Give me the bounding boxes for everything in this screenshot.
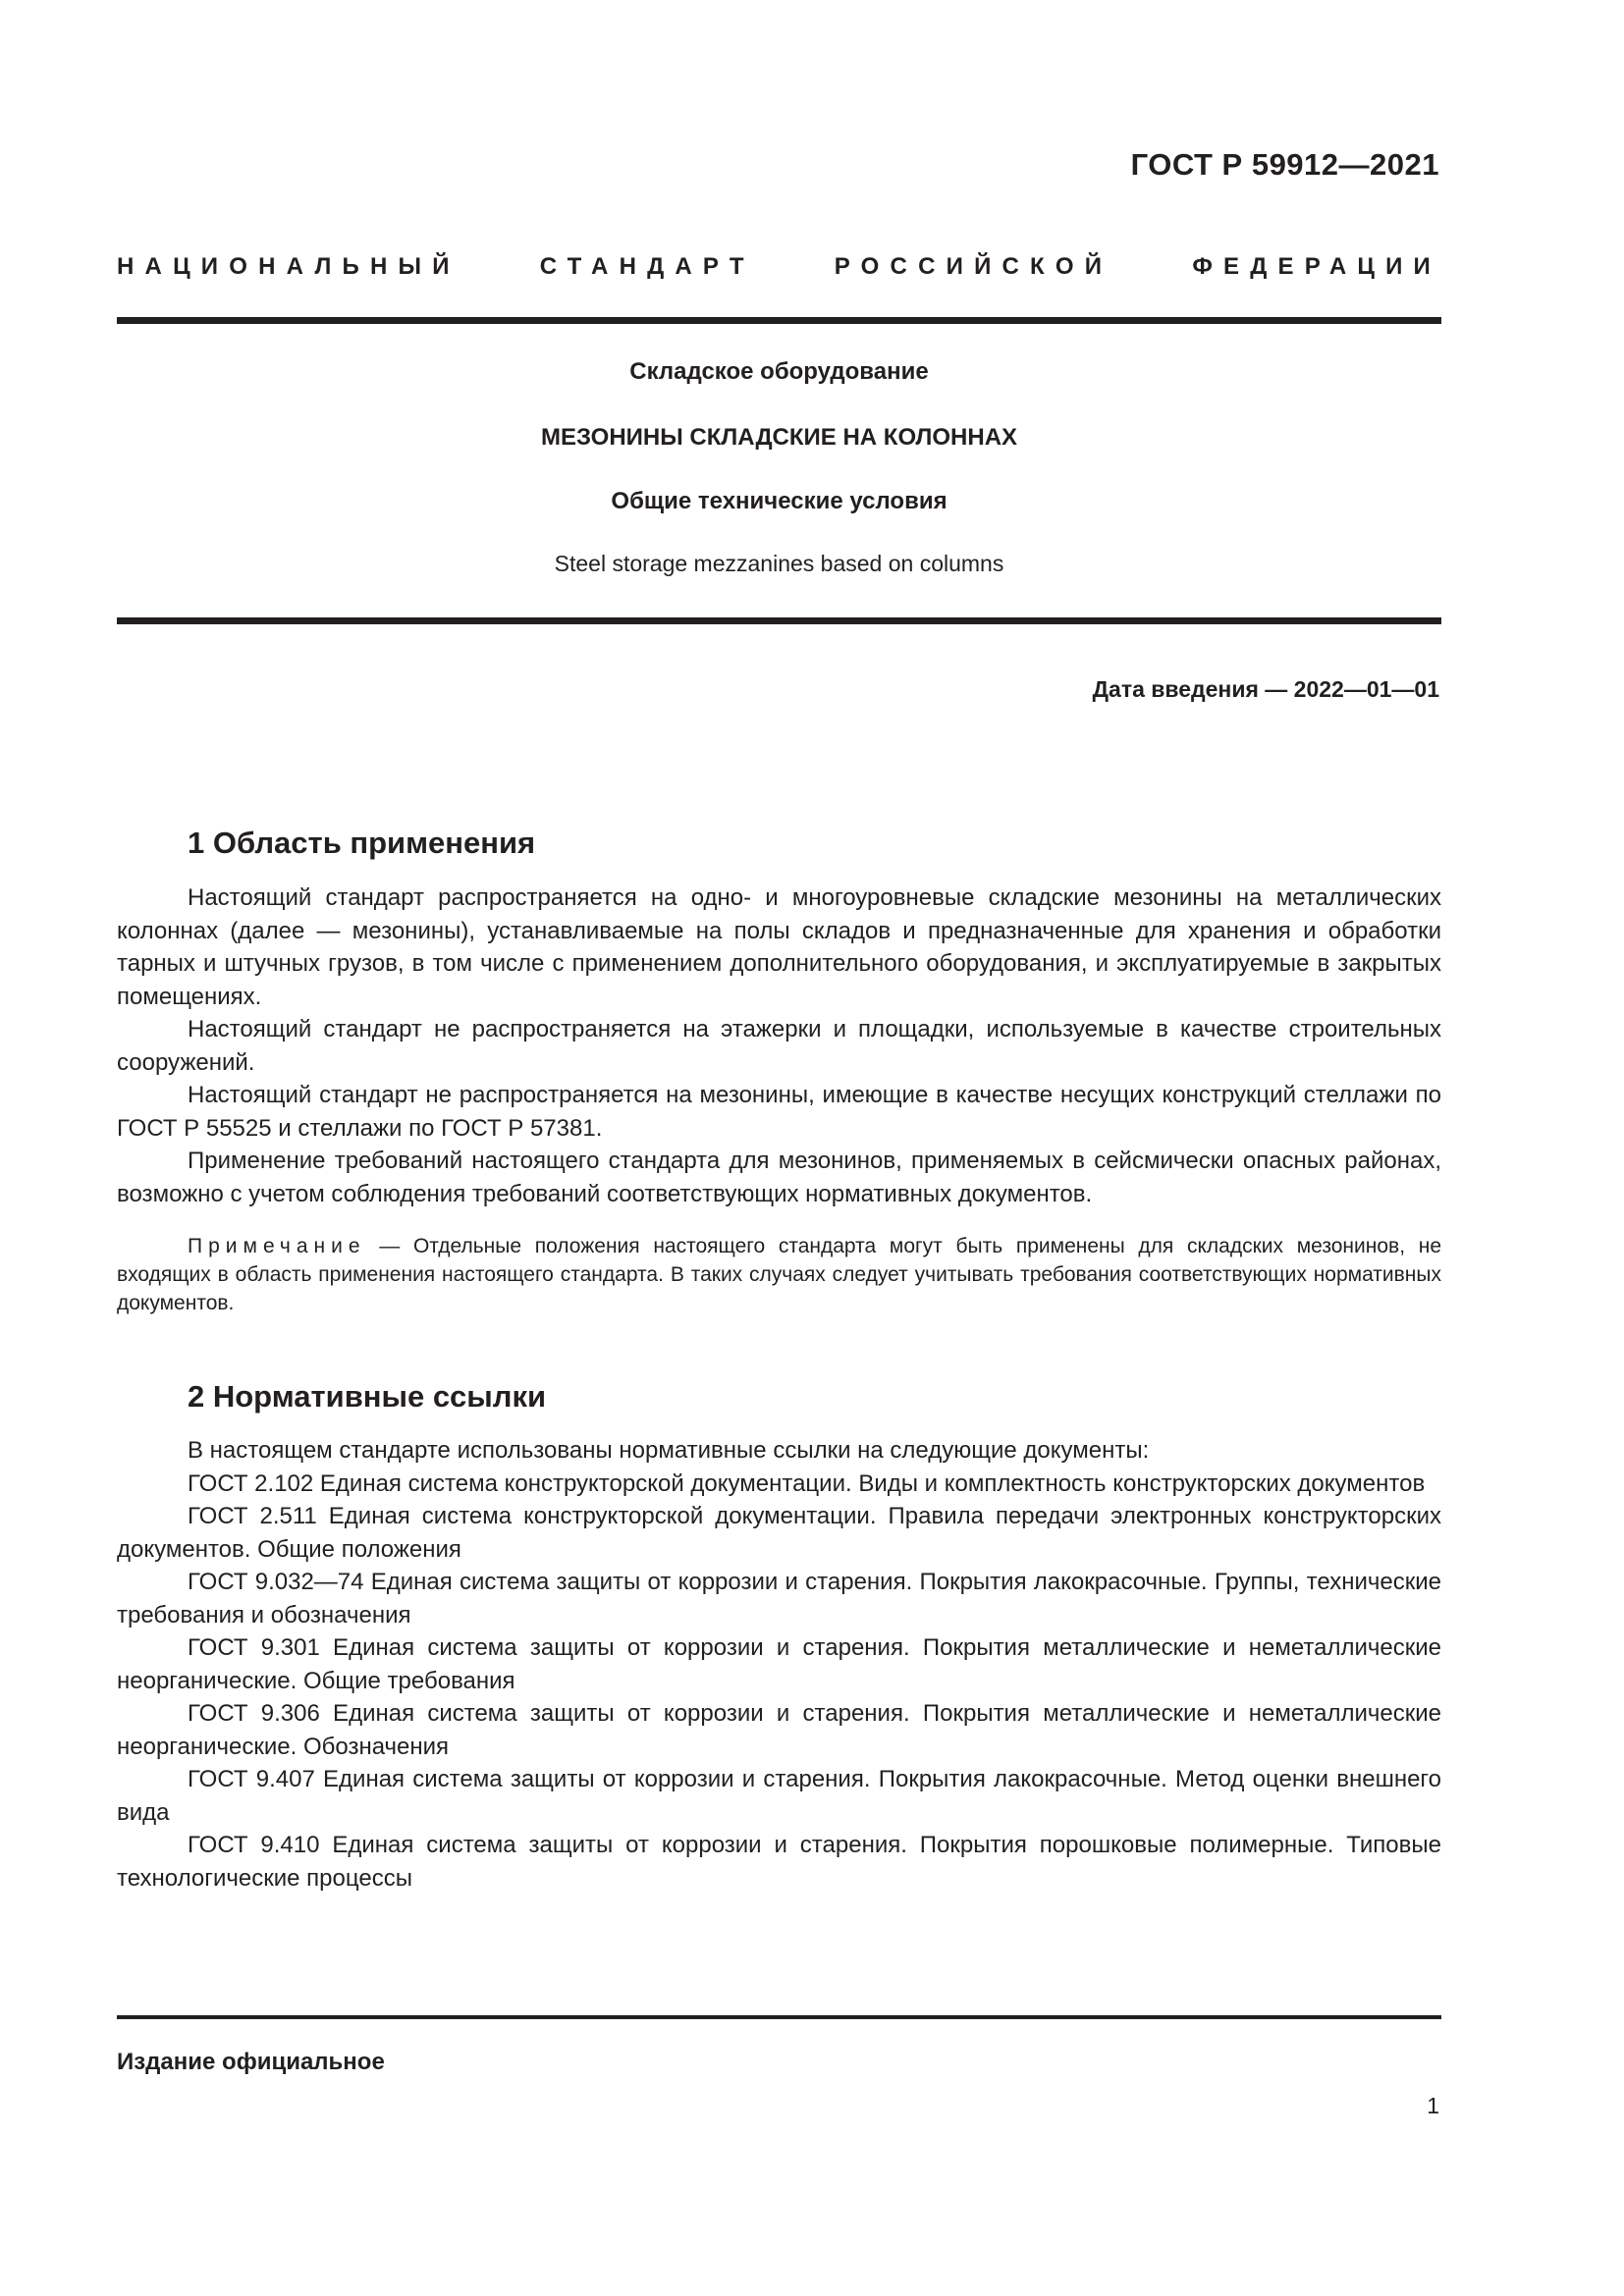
title-divider bbox=[117, 617, 1441, 624]
reference-item: ГОСТ 9.407 Единая система защиты от коррозии и старения. Покрытия лакокрасочные. Метод оценки внешнего вида bbox=[117, 1766, 1441, 1826]
section-1-note bbox=[117, 1232, 1441, 1317]
reference-item: ГОСТ 9.306 Единая система защиты от коррозии и старения. Покрытия металлические и неметаллические неорганические. Обозначения bbox=[117, 1700, 1441, 1760]
reference-item: ГОСТ 2.102 Единая система конструкторской документации. Виды и комплектность конструкторских документов bbox=[188, 1469, 1426, 1497]
section-1-body bbox=[117, 881, 1441, 1210]
note-text: — Отдельные положения настоящего стандарта могут быть применены для складских мезонинов, не входящих в область применения настоящего стандарта. В таких случаях следует учитывать требования соответствующих нормативных документов. bbox=[117, 1235, 1441, 1314]
reference-item: ГОСТ 2.511 Единая система конструкторской документации. Правила передачи электронных конструкторских документов. Общие положения bbox=[117, 1503, 1441, 1563]
section-1-title: 1 Область применения bbox=[188, 826, 536, 860]
reference-item: ГОСТ 9.032—74 Единая система защиты от коррозии и старения. Покрытия лакокрасочные. Группы, технические требования и обозначения bbox=[117, 1569, 1441, 1629]
page-number: 1 bbox=[1427, 2093, 1439, 2118]
reference-item: ГОСТ 9.301 Единая система защиты от коррозии и старения. Покрытия металлические и неметаллические неорганические. Общие требования bbox=[117, 1634, 1441, 1694]
section-1-paragraph: Применение требований настоящего стандарта для мезонинов, применяемых в сейсмически опасных районах, возможно с учетом соблюдения требований соответствующих нормативных документов. bbox=[117, 1148, 1441, 1207]
national-standard-heading: НАЦИОНАЛЬНЫЙ СТАНДАРТ РОССИЙСКОЙ ФЕДЕРАЦИИ bbox=[117, 253, 1441, 280]
intro-date: Дата введения — 2022—01—01 bbox=[1092, 676, 1439, 702]
top-divider bbox=[117, 317, 1441, 324]
title-main: МЕЗОНИНЫ СКЛАДСКИЕ НА КОЛОННАХ bbox=[540, 424, 1018, 451]
edition-label: Издание официальное bbox=[117, 2049, 385, 2075]
reference-item: ГОСТ 9.410 Единая система защиты от коррозии и старения. Покрытия порошковые полимерные. Типовые технологические процессы bbox=[117, 1832, 1441, 1892]
gost-number: ГОСТ Р 59912—2021 bbox=[1130, 147, 1439, 182]
section-2-title: 2 Нормативные ссылки bbox=[188, 1379, 547, 1414]
title-group: Складское оборудование bbox=[629, 358, 929, 385]
note-label: Примечание bbox=[188, 1235, 366, 1257]
section-1-paragraph: Настоящий стандарт не распространяется на этажерки и площадки, используемые в качестве строительных сооружений. bbox=[117, 1016, 1441, 1076]
section-1-paragraph: Настоящий стандарт распространяется на одно- и многоуровневые складские мезонины на металлических колоннах (далее — мезонины), устанавливаемые на полы складов и предназначенные для хранения и обработки тарных и штучных грузов, в том числе с применением дополнительного оборудования, и эксплуатируемые в закрытых помещениях. bbox=[117, 884, 1441, 1010]
section-1-paragraph: Настоящий стандарт не распространяется на мезонины, имеющие в качестве несущих конструкций стеллажи по ГОСТ Р 55525 и стеллажи по ГОСТ Р 57381. bbox=[117, 1082, 1441, 1142]
title-english: Steel storage mezzanines based on columns bbox=[554, 551, 1004, 576]
footer-divider bbox=[117, 2015, 1441, 2019]
section-2-body bbox=[117, 1434, 1441, 1895]
section-2-intro: В настоящем стандарте использованы нормативные ссылки на следующие документы: bbox=[188, 1437, 1150, 1464]
title-sub: Общие технические условия bbox=[611, 488, 947, 514]
